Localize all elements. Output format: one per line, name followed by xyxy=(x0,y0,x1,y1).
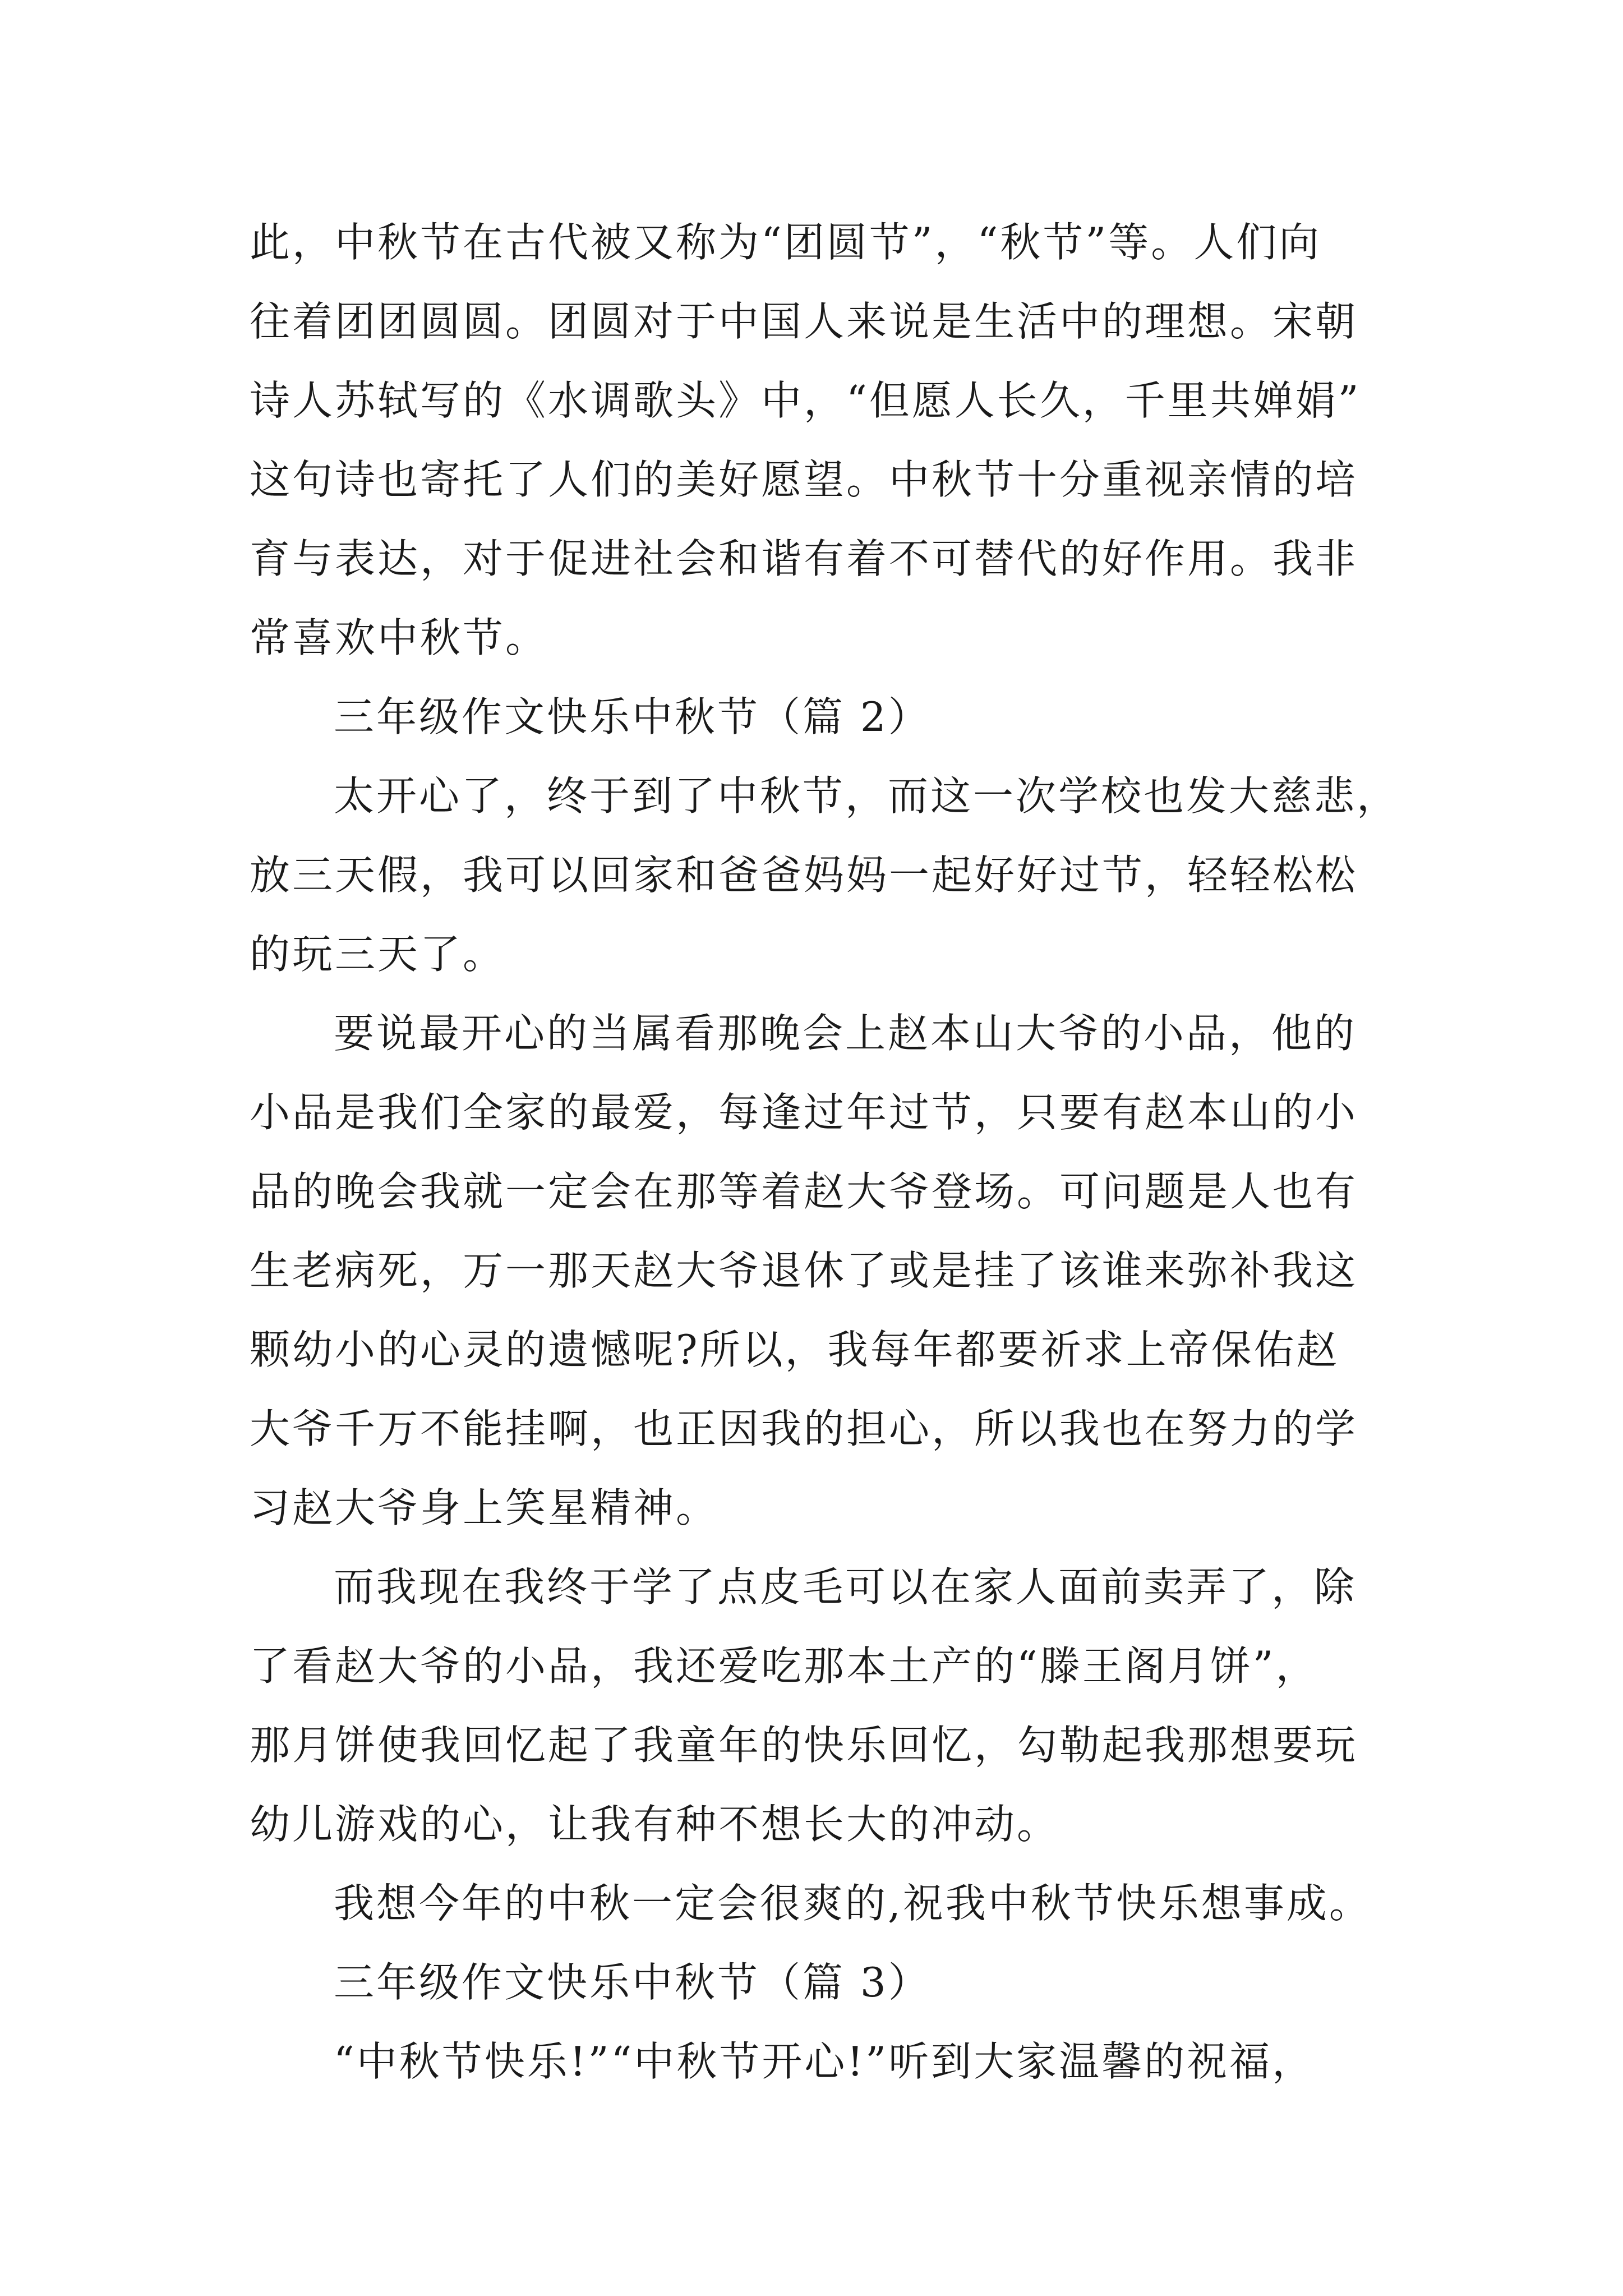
section-heading: 三年级作文快乐中秋节（篇 3） xyxy=(334,1959,931,2006)
text-line: 幼儿游戏的心，让我有种不想长大的冲动。 xyxy=(250,1801,1060,1848)
text-line: 而我现在我终于学了点皮毛可以在家人面前卖弄了，除 xyxy=(334,1563,1357,1611)
text-line: 生老病死，万一那天赵大爷退休了或是挂了该谁来弥补我这 xyxy=(250,1247,1358,1294)
text-line: 小品是我们全家的最爱，每逢过年过节，只要有赵本山的小 xyxy=(250,1089,1358,1136)
text-line: 诗人苏轼写的《水调歌头》中，“但愿人长久，千里共婵娟” xyxy=(250,377,1361,424)
text-line: 的玩三天了。 xyxy=(250,931,506,978)
text-line: 这句诗也寄托了人们的美好愿望。中秋节十分重视亲情的培 xyxy=(250,456,1358,503)
text-line: 育与表达，对于促进社会和谐有着不可替代的好作用。我非 xyxy=(250,535,1358,582)
text-line: 我想今年的中秋一定会很爽的,祝我中秋节快乐想事成。 xyxy=(334,1880,1372,1927)
text-line: 此，中秋节在古代被又称为“团圆节”，“秋节”等。人们向 xyxy=(250,219,1322,266)
text-line: 习赵大爷身上笑星精神。 xyxy=(250,1484,719,1531)
text-line: 太开心了，终于到了中秋节，而这一次学校也发大慈悲， xyxy=(334,772,1400,820)
text-line: 品的晚会我就一定会在那等着赵大爷登场。可问题是人也有 xyxy=(250,1168,1358,1215)
text-line: 颗幼小的心灵的遗憾呢?所以，我每年都要祈求上帝保佑赵 xyxy=(250,1326,1339,1373)
text-line: 了看赵大爷的小品，我还爱吃那本土产的“滕王阁月饼”， xyxy=(250,1642,1318,1690)
text-line: 往着团团圆圆。团圆对于中国人来说是生活中的理想。宋朝 xyxy=(250,298,1358,345)
document-body xyxy=(250,203,1400,2101)
text-line: 常喜欢中秋节。 xyxy=(250,614,548,661)
section-heading: 三年级作文快乐中秋节（篇 2） xyxy=(334,693,931,740)
text-line: 要说最开心的当属看那晚会上赵本山大爷的小品，他的 xyxy=(334,1010,1357,1057)
text-line: 放三天假，我可以回家和爸爸妈妈一起好好过节，轻轻松松 xyxy=(250,852,1358,899)
text-line: 那月饼使我回忆起了我童年的快乐回忆，勾勒起我那想要玩 xyxy=(250,1722,1358,1769)
text-line: “中秋节快乐!”“中秋节开心!”听到大家温馨的祝福， xyxy=(334,2038,1315,2085)
text-line: 大爷千万不能挂啊，也正因我的担心，所以我也在努力的学 xyxy=(250,1405,1358,1452)
